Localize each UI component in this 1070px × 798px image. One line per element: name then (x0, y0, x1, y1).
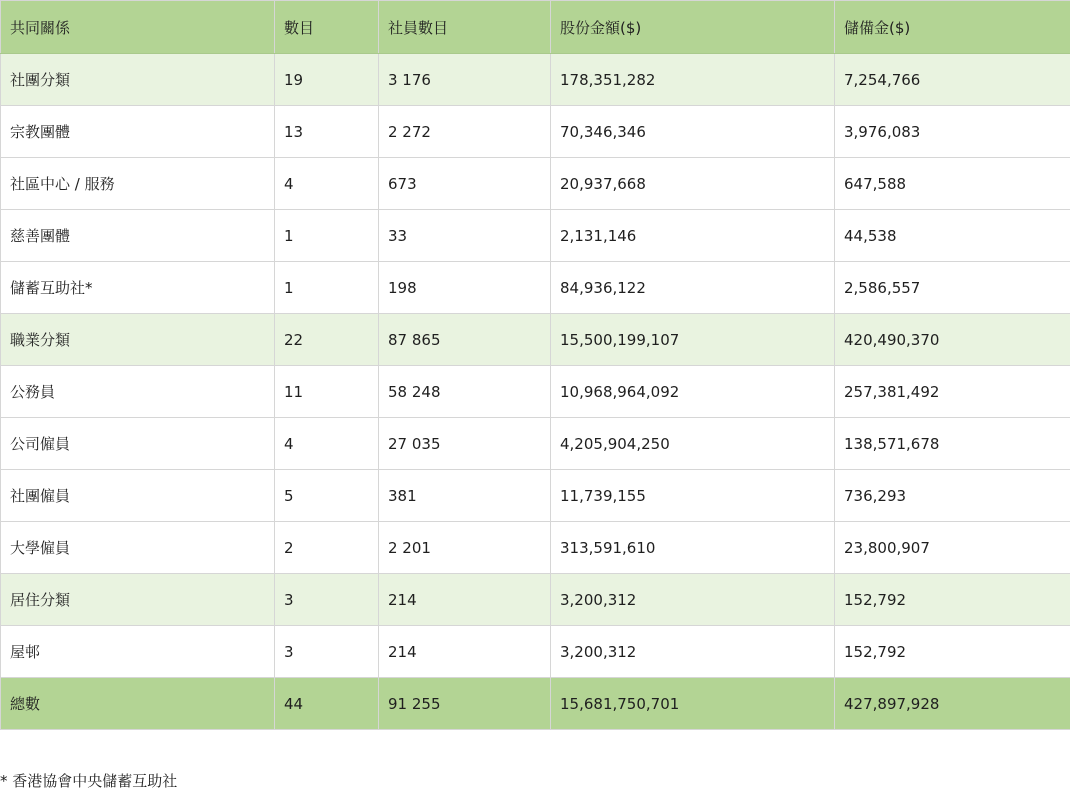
cell-reserves: 2,586,557 (835, 262, 1070, 314)
cell-reserves: 7,254,766 (835, 54, 1070, 106)
column-header-shares: 股份金額($) (551, 1, 835, 54)
cell-reserves: 420,490,370 (835, 314, 1070, 366)
group-row (1, 314, 1070, 366)
cell-reserves: 3,976,083 (835, 106, 1070, 158)
cell-category: 屋邨 (1, 626, 275, 678)
cell-shares: 3,200,312 (551, 626, 835, 678)
cell-category: 社團僱員 (1, 470, 275, 522)
cell-count: 2 (275, 522, 379, 574)
cell-count: 13 (275, 106, 379, 158)
group-row (1, 54, 1070, 106)
cell-members: 198 (379, 262, 551, 314)
table-row (1, 366, 1070, 418)
cell-members: 91 255 (379, 678, 551, 730)
cell-members: 33 (379, 210, 551, 262)
cell-count: 3 (275, 626, 379, 678)
cell-category: 總數 (1, 678, 275, 730)
cell-count: 4 (275, 418, 379, 470)
table-row (1, 106, 1070, 158)
table-row (1, 210, 1070, 262)
cell-shares: 20,937,668 (551, 158, 835, 210)
column-header-members: 社員數目 (379, 1, 551, 54)
cell-category: 職業分類 (1, 314, 275, 366)
cell-members: 2 272 (379, 106, 551, 158)
cell-reserves: 257,381,492 (835, 366, 1070, 418)
cell-category: 儲蓄互助社* (1, 262, 275, 314)
cell-shares: 10,968,964,092 (551, 366, 835, 418)
column-header-common-bond: 共同關係 (1, 1, 275, 54)
cell-category: 大學僱員 (1, 522, 275, 574)
cell-category: 慈善團體 (1, 210, 275, 262)
table-header-row (1, 1, 1070, 54)
cell-members: 2 201 (379, 522, 551, 574)
cell-category: 社團分類 (1, 54, 275, 106)
cell-shares: 15,500,199,107 (551, 314, 835, 366)
table-row (1, 418, 1070, 470)
cell-category: 公司僱員 (1, 418, 275, 470)
cell-reserves: 138,571,678 (835, 418, 1070, 470)
cell-shares: 178,351,282 (551, 54, 835, 106)
table-row (1, 158, 1070, 210)
cell-shares: 313,591,610 (551, 522, 835, 574)
cell-members: 381 (379, 470, 551, 522)
cell-count: 1 (275, 262, 379, 314)
table-body (1, 54, 1070, 730)
cell-members: 58 248 (379, 366, 551, 418)
cell-shares: 3,200,312 (551, 574, 835, 626)
cell-reserves: 152,792 (835, 626, 1070, 678)
cell-count: 22 (275, 314, 379, 366)
cell-members: 673 (379, 158, 551, 210)
total-row (1, 678, 1070, 730)
cell-members: 214 (379, 626, 551, 678)
cell-count: 5 (275, 470, 379, 522)
cell-count: 11 (275, 366, 379, 418)
cell-shares: 15,681,750,701 (551, 678, 835, 730)
cell-reserves: 44,538 (835, 210, 1070, 262)
cell-count: 19 (275, 54, 379, 106)
cell-reserves: 736,293 (835, 470, 1070, 522)
cell-members: 214 (379, 574, 551, 626)
cell-shares: 11,739,155 (551, 470, 835, 522)
cell-count: 3 (275, 574, 379, 626)
cell-shares: 4,205,904,250 (551, 418, 835, 470)
cell-shares: 84,936,122 (551, 262, 835, 314)
table-row (1, 470, 1070, 522)
cell-category: 宗教團體 (1, 106, 275, 158)
cell-members: 87 865 (379, 314, 551, 366)
cell-reserves: 152,792 (835, 574, 1070, 626)
group-row (1, 574, 1070, 626)
cell-category: 居住分類 (1, 574, 275, 626)
cell-category: 社區中心 / 服務 (1, 158, 275, 210)
column-header-reserves: 儲備金($) (835, 1, 1070, 54)
cell-shares: 70,346,346 (551, 106, 835, 158)
cell-count: 1 (275, 210, 379, 262)
cell-count: 44 (275, 678, 379, 730)
table-row (1, 522, 1070, 574)
cell-reserves: 647,588 (835, 158, 1070, 210)
column-header-count: 數目 (275, 1, 379, 54)
cell-count: 4 (275, 158, 379, 210)
table-row (1, 626, 1070, 678)
cell-members: 27 035 (379, 418, 551, 470)
cell-shares: 2,131,146 (551, 210, 835, 262)
cell-reserves: 23,800,907 (835, 522, 1070, 574)
cell-category: 公務員 (1, 366, 275, 418)
cell-members: 3 176 (379, 54, 551, 106)
cell-reserves: 427,897,928 (835, 678, 1070, 730)
footnote: * 香港協會中央儲蓄互助社 (0, 772, 178, 790)
table-row (1, 262, 1070, 314)
